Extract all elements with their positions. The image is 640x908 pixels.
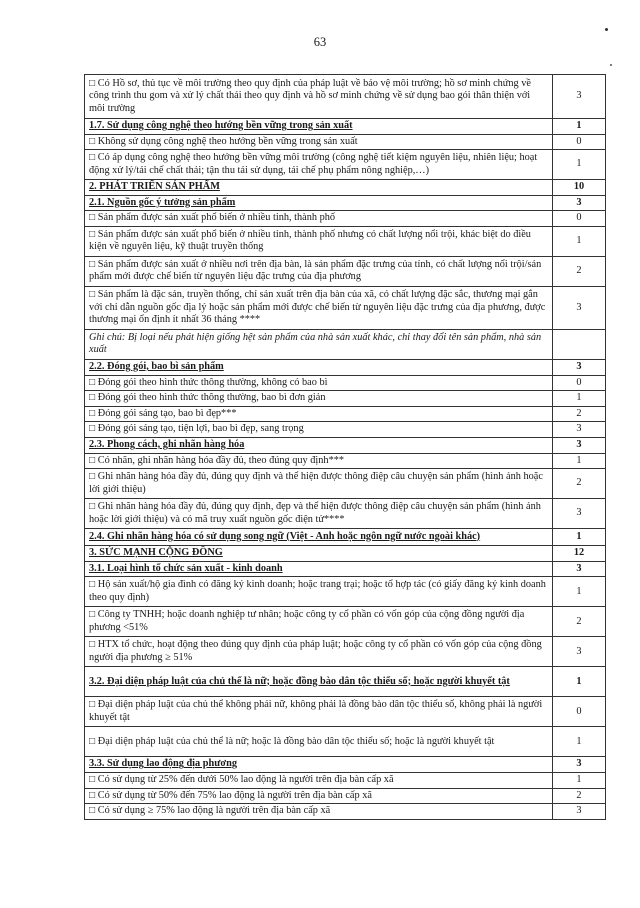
scan-speck	[605, 28, 608, 31]
score-cell: 12	[553, 546, 606, 562]
score-cell: 3	[553, 637, 606, 667]
criterion-text: □ Hộ sản xuất/hộ gia đình có đăng ký kinh doanh; hoặc trang trại; hoặc tổ hợp tác (có giấy đăng ký kinh doanh theo quy định)	[85, 577, 553, 607]
criterion-text: □ Công ty TNHH; hoặc doanh nghiệp tư nhân; hoặc công ty cổ phần có vốn góp của cộng đồng người địa phương <51%	[85, 607, 553, 637]
score-cell: 0	[553, 375, 606, 391]
section-title: 3.1. Loại hình tổ chức sản xuất - kinh doanh	[85, 561, 553, 577]
score-cell: 3	[553, 286, 606, 329]
section-header-row	[85, 667, 606, 697]
score-cell: 1	[553, 772, 606, 788]
criterion-text: □ Sản phẩm được sản xuất ở nhiều nơi trên địa bàn, là sản phẩm đặc trưng của tỉnh, có chất lượng nổi trội/sản phẩm mới được chế biến từ nguyên liệu đặc trưng của địa phương	[85, 256, 553, 286]
section-title: 2.4. Ghi nhãn hàng hóa có sử dụng song ngữ (Việt - Anh hoặc ngôn ngữ nước ngoài khác)	[85, 529, 553, 546]
page-number: 63	[313, 35, 327, 49]
section-header-row	[85, 757, 606, 773]
criterion-row	[85, 772, 606, 788]
section-title: 2. PHÁT TRIỂN SẢN PHẨM	[85, 180, 553, 196]
criterion-text: □ Đóng gói sáng tạo, tiện lợi, bao bì đẹp, sang trọng	[85, 422, 553, 438]
criterion-row	[85, 422, 606, 438]
score-cell: 0	[553, 211, 606, 227]
criterion-row	[85, 727, 606, 757]
score-cell: 3	[553, 422, 606, 438]
criterion-row	[85, 75, 606, 119]
score-cell: 1	[553, 529, 606, 546]
criterion-row	[85, 256, 606, 286]
criterion-text: □ Có sử dụng ≥ 75% lao động là người trên địa bàn cấp xã	[85, 804, 553, 820]
score-cell: 0	[553, 697, 606, 727]
score-cell: 2	[553, 406, 606, 422]
criterion-row	[85, 607, 606, 637]
section-header-row	[85, 359, 606, 375]
score-cell: 1	[553, 453, 606, 469]
score-cell: 1	[553, 150, 606, 180]
criterion-row	[85, 788, 606, 804]
scan-speck	[610, 64, 612, 66]
criterion-row	[85, 697, 606, 727]
note-row	[85, 329, 606, 359]
score-cell: 1	[553, 119, 606, 135]
criterion-row	[85, 406, 606, 422]
criterion-text: □ Đóng gói theo hình thức thông thường, không có bao bì	[85, 375, 553, 391]
criterion-row	[85, 150, 606, 180]
score-cell: 2	[553, 469, 606, 499]
section-header-row	[85, 561, 606, 577]
criterion-text: □ Ghi nhãn hàng hóa đầy đủ, đúng quy định và thể hiện được thông điệp câu chuyện sản phẩm (hình ảnh hoặc lời giới thiệu)	[85, 469, 553, 499]
score-cell: 1	[553, 727, 606, 757]
criterion-text: □ Có sử dụng từ 25% đến dưới 50% lao động là người trên địa bàn cấp xã	[85, 772, 553, 788]
section-header-row	[85, 195, 606, 211]
criterion-row	[85, 375, 606, 391]
score-cell	[553, 329, 606, 359]
score-cell: 3	[553, 195, 606, 211]
criterion-text: □ Đóng gói sáng tạo, bao bì đẹp***	[85, 406, 553, 422]
score-cell: 1	[553, 391, 606, 407]
criterion-text: □ Đại diện pháp luật của chủ thể là nữ; hoặc là đồng bào dân tộc thiểu số; hoặc là người khuyết tật	[85, 727, 553, 757]
score-cell: 1	[553, 577, 606, 607]
score-cell: 0	[553, 134, 606, 150]
criterion-text: □ Có nhãn, ghi nhãn hàng hóa đầy đủ, theo đúng quy định***	[85, 453, 553, 469]
section-title: 1.7. Sử dụng công nghệ theo hướng bền vững trong sản xuất	[85, 119, 553, 135]
score-cell: 2	[553, 607, 606, 637]
criterion-row	[85, 226, 606, 256]
score-cell: 2	[553, 256, 606, 286]
criterion-row	[85, 134, 606, 150]
section-header-row	[85, 119, 606, 135]
section-title: 3.3. Sử dụng lao động địa phương	[85, 757, 553, 773]
score-cell: 3	[553, 75, 606, 119]
score-cell: 1	[553, 226, 606, 256]
criterion-text: □ Sản phẩm là đặc sản, truyền thống, chỉ sản xuất trên địa bàn của xã, có chất lượng đặc sắc, thương mại gắn với chỉ dẫn nguồn gốc địa lý hoặc sản phẩm mới được chế biến từ nguyên liệu đặc trưng của địa phương, được thương mại ổn định ít nhất 36 tháng ****	[85, 286, 553, 329]
score-cell: 10	[553, 180, 606, 196]
score-cell: 3	[553, 359, 606, 375]
section-title: 3.2. Đại diện pháp luật của chủ thể là nữ; hoặc đồng bào dân tộc thiểu số; hoặc người khuyết tật	[85, 667, 553, 697]
criterion-text: □ Không sử dụng công nghệ theo hướng bền vững trong sản xuất	[85, 134, 553, 150]
criterion-text: □ Đại diện pháp luật của chủ thể không phải nữ, không phải là đồng bào dân tộc thiểu số, không phải là người khuyết tật	[85, 697, 553, 727]
criterion-text: □ Đóng gói theo hình thức thông thường, bao bì đơn giản	[85, 391, 553, 407]
criterion-row	[85, 804, 606, 820]
score-cell: 3	[553, 437, 606, 453]
criterion-row	[85, 499, 606, 529]
criterion-text: □ Có áp dụng công nghệ theo hướng bền vững môi trường (công nghệ tiết kiệm nguyên liệu, nhiên liệu; hoạt động xử lý/tái chế chất thải; tận thu tái sử dụng, tái chế phụ phẩm nông nghiệp,…)	[85, 150, 553, 180]
criterion-text: □ Ghi nhãn hàng hóa đầy đủ, đúng quy định, đẹp và thể hiện được thông điệp câu chuyện sản phẩm (hình ảnh hoặc lời giới thiệu) và có mã truy xuất nguồn gốc điện tử****	[85, 499, 553, 529]
score-cell: 3	[553, 804, 606, 820]
section-title: 2.1. Nguồn gốc ý tưởng sản phẩm	[85, 195, 553, 211]
score-cell: 3	[553, 757, 606, 773]
section-header-row	[85, 546, 606, 562]
criterion-text: □ Sản phẩm được sản xuất phổ biến ở nhiều tỉnh, thành phố nhưng có chất lượng nổi trội, khác biệt do điều kiện về nguyên liệu, kỹ thuật truyền thống	[85, 226, 553, 256]
criterion-text: □ HTX tổ chức, hoạt động theo đúng quy định của pháp luật; hoặc công ty cổ phần có vốn góp của cộng đồng người địa phương ≥ 51%	[85, 637, 553, 667]
score-cell: 1	[553, 667, 606, 697]
score-cell: 3	[553, 499, 606, 529]
section-title: 2.2. Đóng gói, bao bì sản phẩm	[85, 359, 553, 375]
criterion-text: □ Có Hồ sơ, thủ tục về môi trường theo quy định của pháp luật về bảo vệ môi trường; hồ sơ minh chứng về công trình thu gom và xử lý chất thải theo quy định và hồ sơ minh chứng về sử dụng bao gói thân thiện với môi trường	[85, 75, 553, 119]
note-text: Ghi chú: Bị loại nếu phát hiện giống hệt sản phẩm của nhà sản xuất khác, chỉ thay đổi tên sản phẩm, nhà sản xuất	[85, 329, 553, 359]
criterion-row	[85, 577, 606, 607]
score-cell: 3	[553, 561, 606, 577]
criterion-row	[85, 453, 606, 469]
section-header-row	[85, 180, 606, 196]
criterion-row	[85, 637, 606, 667]
score-cell: 2	[553, 788, 606, 804]
section-title: 3. SỨC MẠNH CỘNG ĐỒNG	[85, 546, 553, 562]
criterion-text: □ Có sử dụng từ 50% đến 75% lao động là người trên địa bàn cấp xã	[85, 788, 553, 804]
section-title: 2.3. Phong cách, ghi nhãn hàng hóa	[85, 437, 553, 453]
criterion-row	[85, 286, 606, 329]
criterion-row	[85, 469, 606, 499]
criterion-row	[85, 211, 606, 227]
scoring-table	[84, 74, 606, 820]
section-header-row	[85, 529, 606, 546]
section-header-row	[85, 437, 606, 453]
criterion-row	[85, 391, 606, 407]
criterion-text: □ Sản phẩm được sản xuất phổ biến ở nhiều tỉnh, thành phố	[85, 211, 553, 227]
scoring-table-body	[85, 75, 606, 820]
